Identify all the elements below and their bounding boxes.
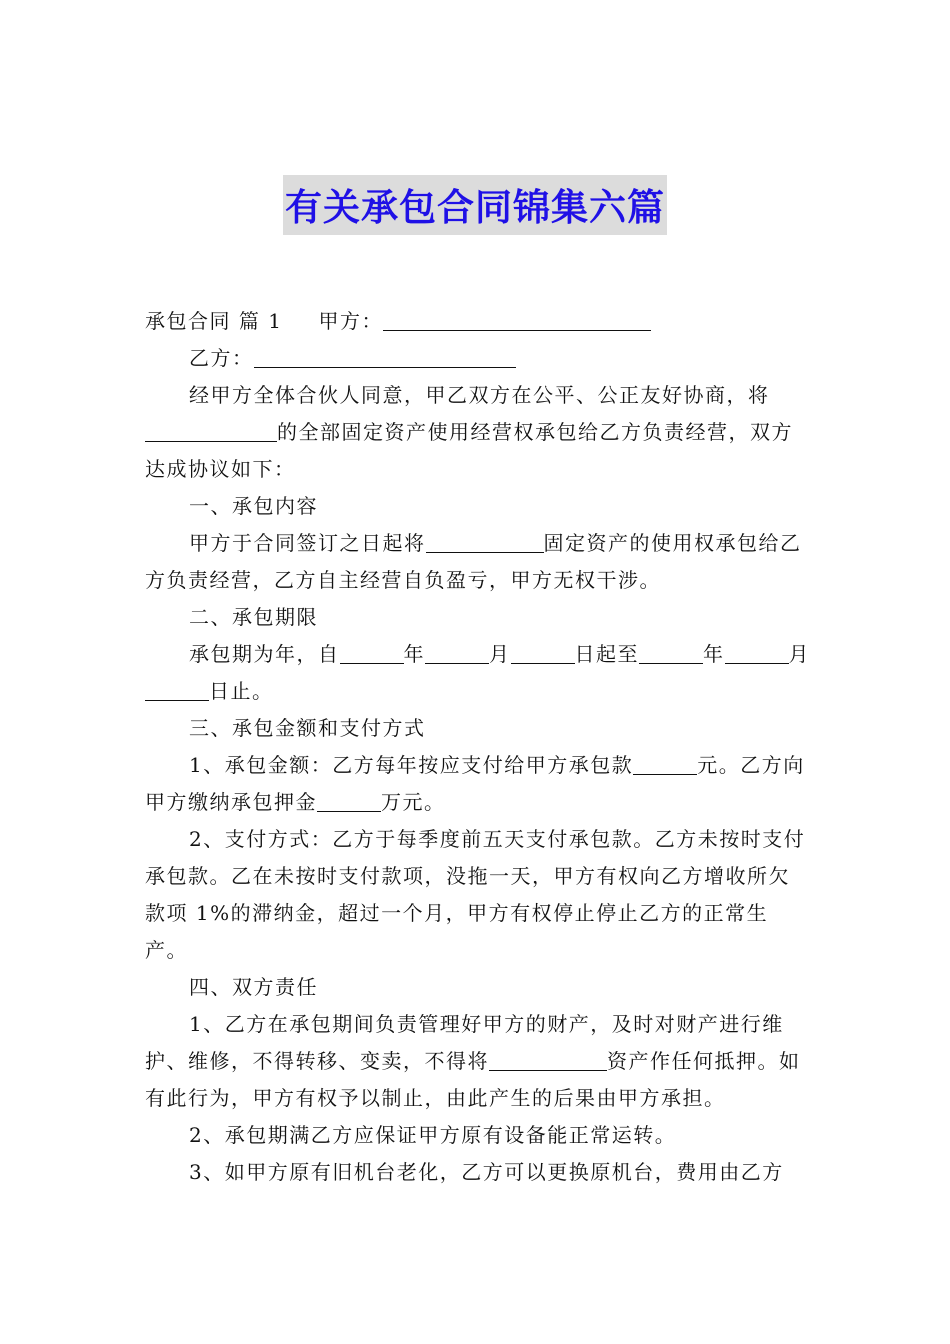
blank-line xyxy=(425,639,489,664)
blank-line xyxy=(340,639,404,664)
party-a-line: 承包合同 篇 1 甲方： xyxy=(145,303,810,340)
paragraph-intro: 经甲方全体合伙人同意，甲乙双方在公平、公正友好协商，将的全部固定资产使用经营权承包给乙方负责经营，双方达成协议如下： xyxy=(145,383,793,481)
blank-line xyxy=(145,676,209,701)
blank-line xyxy=(383,306,651,331)
blank-line xyxy=(489,1046,607,1071)
paragraph-term: 承包期为年，自 年 月 日起至 年 月日止。 xyxy=(145,636,810,710)
document-body xyxy=(145,303,810,1191)
blank-line xyxy=(145,417,277,442)
blank-line xyxy=(511,639,575,664)
section-heading-2: 二、承包期限 xyxy=(189,605,318,629)
paragraph-duty-1: 1、乙方在承包期间负责管理好甲方的财产，及时对财产进行维护、维修，不得转移、变卖，不得将 资产作任何抵押。如有此行为，甲方有权予以制止，由此产生的后果由甲方承担。 xyxy=(145,1012,801,1110)
paragraph-duty-2: 2、承包期满乙方应保证甲方原有设备能正常运转。 xyxy=(189,1123,677,1147)
section-heading-3: 三、承包金额和支付方式 xyxy=(189,716,426,740)
document-title-row xyxy=(0,175,950,235)
blank-line xyxy=(725,639,789,664)
paragraph-duty-3: 3、如甲方原有旧机台老化，乙方可以更换原机台，费用由乙方 xyxy=(189,1160,784,1184)
blank-line xyxy=(426,528,544,553)
paragraph-amount: 1、承包金额：乙方每年按应支付给甲方承包款 元。乙方向甲方缴纳承包押金 万元。 xyxy=(145,747,810,821)
paragraph-payment: 2、支付方式：乙方于每季度前五天支付承包款。乙方未按时支付承包款。乙在未按时支付款项，没拖一天，甲方有权向乙方增收所欠款项 1%的滞纳金，超过一个月，甲方有权停止停止乙方的正常生产。 xyxy=(145,827,806,962)
paragraph-content: 甲方于合同签订之日起将 固定资产的使用权承包给乙方负责经营，乙方自主经营自负盈亏，甲方无权干涉。 xyxy=(145,525,810,599)
blank-line xyxy=(317,787,381,812)
section-heading-4: 四、双方责任 xyxy=(189,975,318,999)
blank-line xyxy=(639,639,703,664)
blank-line xyxy=(633,750,697,775)
document-title: 有关承包合同锦集六篇 xyxy=(283,175,667,235)
section-heading-1: 一、承包内容 xyxy=(189,494,318,518)
blank-line xyxy=(254,343,516,368)
party-b-line: 乙方： xyxy=(145,340,810,377)
